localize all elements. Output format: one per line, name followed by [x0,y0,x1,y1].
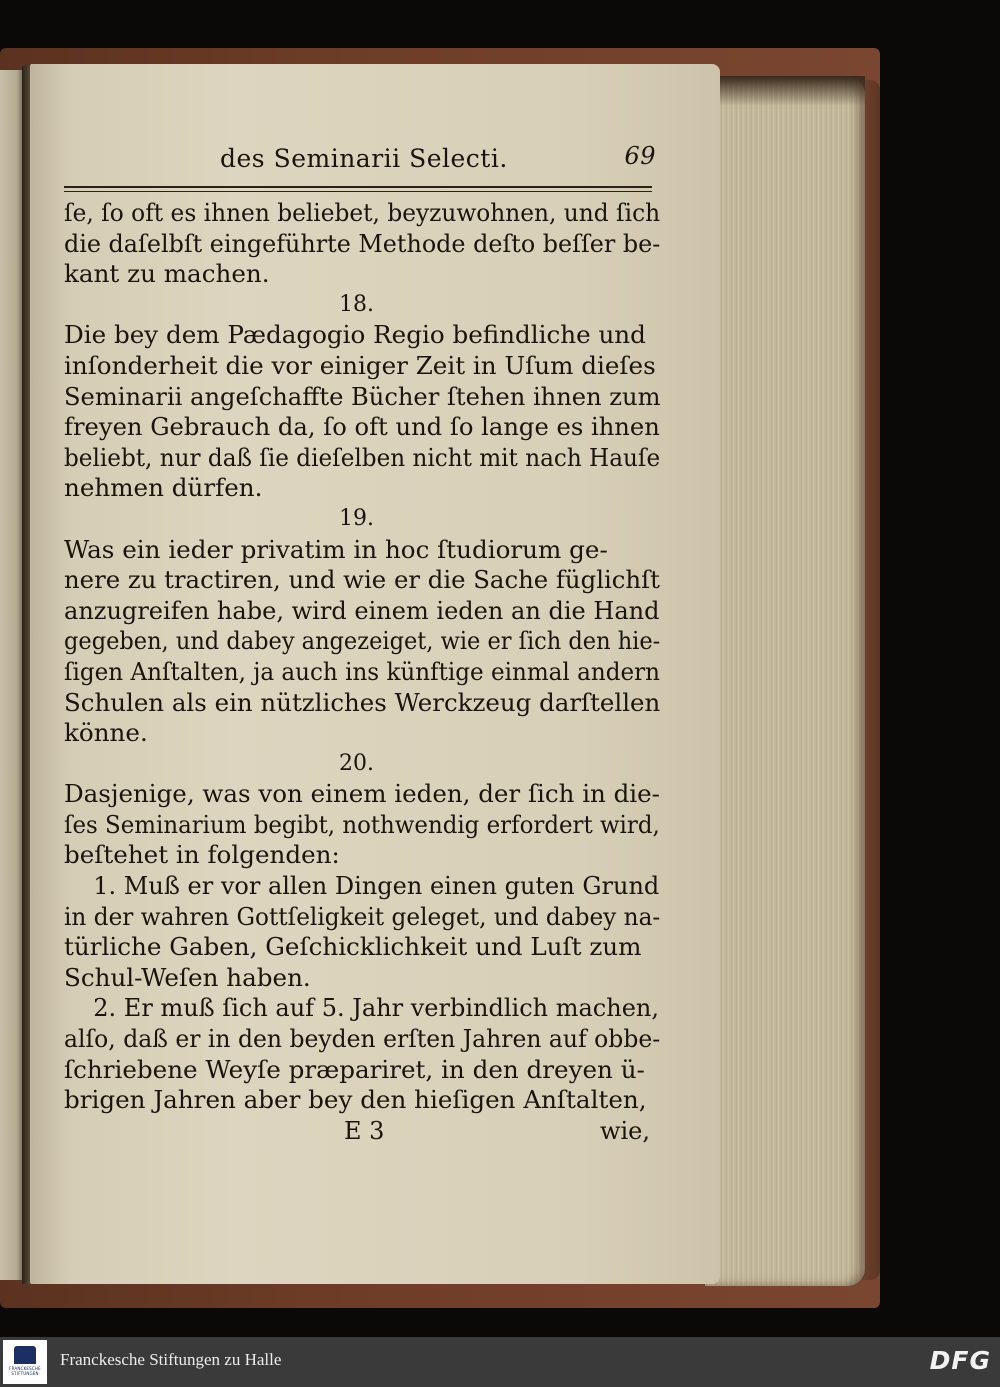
text-line: Schul-Weſen haben. [64,962,311,992]
text-line: ſchriebene Weyſe præpariret, in den dreyen ü- [64,1054,645,1084]
text-line: gegeben, und dabey angezeiget, wie er ſich den hie- [64,626,661,656]
text-line: Seminarii angeſchaffte Bücher ſtehen ihnen zum [64,381,661,411]
text-line: kant zu machen. [64,259,270,289]
page-number: 69 [624,142,656,170]
building-icon [14,1346,36,1364]
text-line: 2. Er muß ſich auf 5. Jahr verbindlich machen, [93,993,659,1023]
page-text [64,140,664,1146]
text-line: alſo, daß er in den beyden erſten Jahren auf obbe- [64,1024,661,1054]
text-line: Was ein ieder privatim in hoc ſtudiorum ge- [64,534,608,564]
page-header [64,140,664,180]
section-number-19: 19. [339,505,374,531]
text-line: inſonderheit die vor einiger Zeit in Uſum dieſes [64,350,656,380]
left-page-edge [0,70,24,1280]
text-line: ſigen Anſtalten, ja auch ins künftige einmal andern [64,656,660,686]
text-line: anzugreifen habe, wird einem ieden an die Hand [64,595,660,625]
catchword: wie, [599,1116,650,1145]
header-rule [64,186,652,192]
logo-text: FRANCKESCHE STIFTUNGEN [9,1366,41,1376]
page-foot [64,1116,664,1146]
page-stack-edges [705,76,865,1286]
text-line: 1. Muß er vor allen Dingen einen guten Grund [93,871,660,901]
dfg-logo[interactable]: DFG [929,1346,991,1375]
text-line: türliche Gaben, Geſchicklichkeit und Luſt zum [64,932,642,962]
text-line: Die bey dem Pædagogio Regio befindliche und [64,320,646,350]
institution-label: Franckesche Stiftungen zu Halle [60,1350,282,1369]
text-line: ſe, ſo oft es ihnen beliebet, beyzuwohnen, und ſich [64,198,661,227]
section-18-text [64,320,664,504]
text-line: brigen Jahren aber bey den hieſigen Anſtalten, [64,1085,647,1115]
text-line: Schulen als ein nützliches Werckzeug darſtellen [64,687,661,717]
text-line: Dasjenige, was von einem ieden, der ſich in die- [64,779,660,809]
text-line: beliebt, nur daß ſie dieſelben nicht mit nach Hauſe [64,442,661,472]
text-line: könne. [64,718,148,748]
franckesche-stiftungen-logo[interactable] [3,1340,47,1384]
text-line: die daſelbſt eingeführte Methode deſto beſſer be- [64,228,661,258]
text-line: in der wahren Gottſeligkeit geleget, und dabey na- [64,901,661,931]
section-20-text [64,779,664,1116]
text-line: freyen Gebrauch da, ſo oft und ſo lange es ihnen [64,412,660,442]
text-line: nehmen dürfen. [64,473,263,503]
section-number-20: 20. [339,750,374,776]
running-head: des Seminarii Selecti. [220,144,508,173]
text-line: nere zu tractiren, und wie er die Sache füglichſt [64,565,660,595]
viewer-footer-bar [0,1337,1000,1387]
paragraph-continuation [64,198,664,290]
text-line: beſtehet in folgenden: [64,840,340,870]
signature-mark: E 3 [344,1116,385,1145]
section-19-text [64,535,664,749]
section-number-18: 18. [339,291,374,317]
text-line: ſes Seminarium begibt, nothwendig erfordert wird, [64,809,660,839]
